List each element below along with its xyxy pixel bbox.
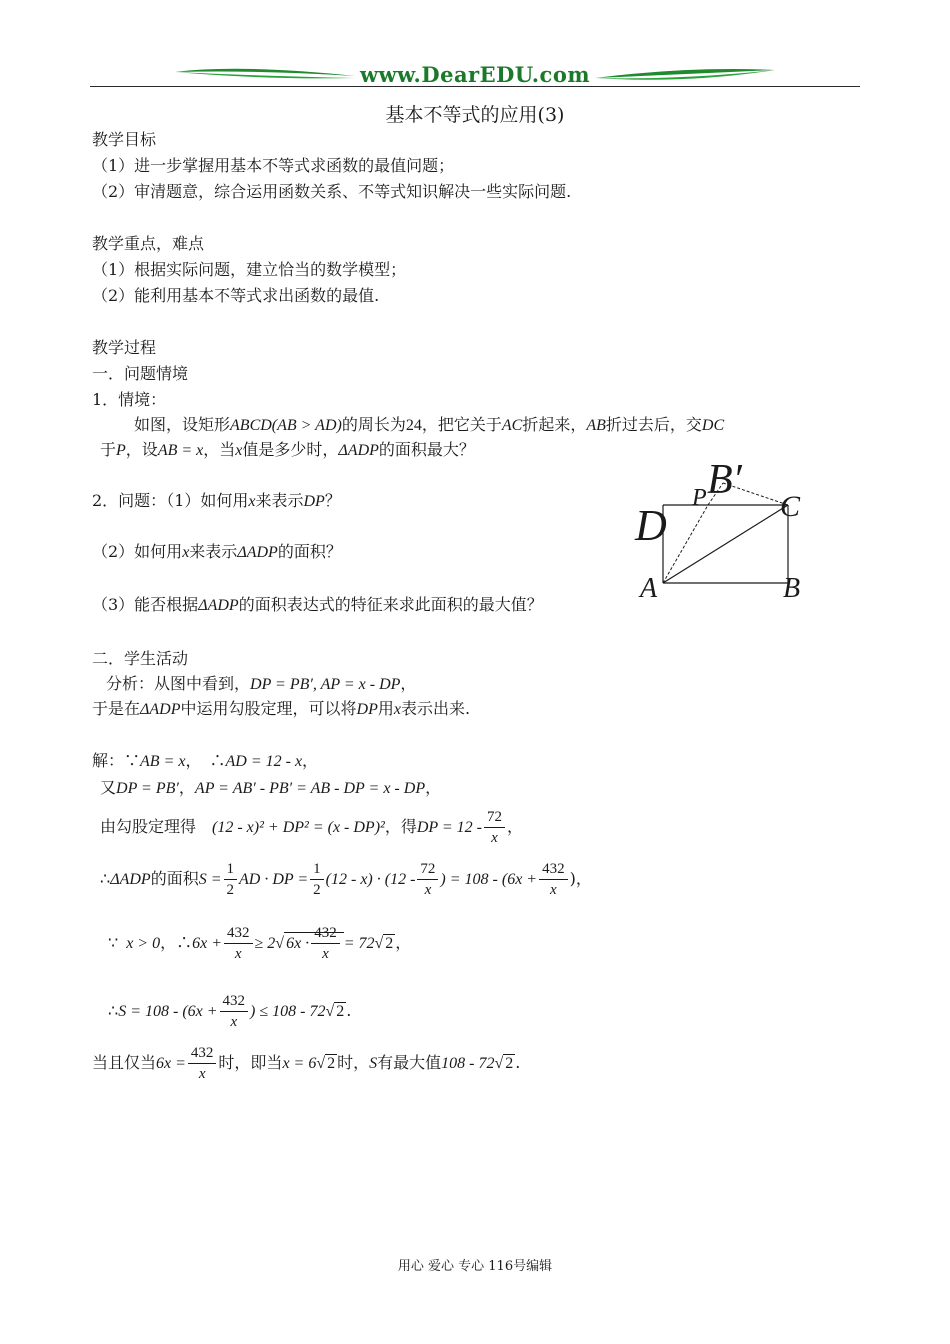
solution-line-6: ∴S = 108 - (6x + $\frac{432}{x}$ ) ≤ 108 - 72√ 2 .: [108, 993, 352, 1030]
part-1-heading: 一．问题情境: [92, 364, 189, 383]
page-footer: 用心 爱心 专心 116号编辑: [397, 1259, 553, 1274]
situation-line-2: 于P，设AB = x，当x值是多少时，ΔADP的面积最大？: [100, 440, 475, 459]
solution-line-7: 当且仅当6x = $\frac{432}{x}$ 时，即当x = 6√ 2 时，S有最大值108 - 72√ 2 .: [92, 1045, 521, 1082]
sqrt-sign-b: √: [374, 935, 384, 952]
objectives-heading: 教学目标: [92, 130, 157, 149]
logo-text: www.DearEDU.com: [359, 62, 591, 87]
sqrt-sign-c: √: [325, 1003, 335, 1020]
label-b-prime: B′: [707, 457, 742, 503]
sqrt-body-a: 6x · $\frac{432}{x}$: [284, 932, 344, 952]
situation-label: 1．情境：: [92, 390, 167, 409]
situation-line-1: 如图，设矩形ABCD(AB > AD)的周长为24，把它关于AC折起来，AB折过去后，交DC: [134, 415, 725, 434]
solution-line-2: 又DP = PB′，AP = AB′ - PB′ = AB - DP = x - DP，: [100, 778, 442, 797]
solution-line-4: ∴ΔADP的面积S = $\frac{1}{2}$ AD · DP = $\frac{1}{2}$ (12 - x) · (12 - $\frac{72}{x}$ ) = 108 - (6x + $\frac{432}{x}$ )，: [100, 861, 592, 898]
fraction-432-over-x-a: $\frac{432}{x}$: [539, 859, 568, 900]
fraction-432-over-x-c: $\frac{432}{x}$: [311, 923, 340, 964]
header-rule: [90, 86, 860, 87]
objective-2: （2）审清题意，综合运用函数关系、不等式知识解决一些实际问题.: [92, 182, 572, 201]
sqrt-sign-a: √: [275, 935, 285, 952]
question-2: （2）如何用x来表示ΔADP的面积？: [92, 542, 342, 561]
keypoint-1: （1）根据实际问题，建立恰当的数学模型；: [92, 260, 407, 279]
label-p: P: [692, 485, 707, 511]
diagonal-ac: [663, 505, 788, 583]
fraction-432-over-x-b: $\frac{432}{x}$: [224, 923, 253, 964]
solution-line-1: 解：∵AB = x， ∴AD = 12 - x，: [92, 751, 319, 770]
keypoints-heading: 教学重点，难点: [92, 234, 205, 253]
rectangle-fold-figure: [625, 445, 815, 605]
label-d: D: [635, 501, 667, 550]
analysis-line-2: 于是在ΔADP中运用勾股定理，可以将DP用x表示出来.: [92, 699, 471, 718]
analysis-line-1: 分析：从图中看到，DP = PB′, AP = x - DP，: [106, 674, 417, 693]
objective-1: （1）进一步掌握用基本不等式求函数的最值问题；: [92, 156, 455, 175]
label-a: A: [640, 573, 658, 604]
sqrt-sign-e: √: [494, 1055, 504, 1072]
page-title: 基本不等式的应用(3): [385, 104, 565, 126]
fraction-one-half-a: $\frac{1}{2}$: [224, 859, 238, 900]
keypoint-2: （2）能利用基本不等式求出函数的最值.: [92, 286, 380, 305]
dashed-ap: [663, 505, 708, 583]
fraction-72-over-x: $\frac{72}{x}$: [484, 807, 505, 848]
solution-line-5: ∵ x > 0，∴6x + $\frac{432}{x}$ ≥ 2√ 6x · $\frac{432}{x}$ = 72√ 2 ，: [108, 925, 412, 962]
part-2-heading: 二．学生活动: [92, 649, 189, 668]
fraction-432-over-x-d: $\frac{432}{x}$: [220, 991, 249, 1032]
fraction-one-half-b: $\frac{1}{2}$: [310, 859, 324, 900]
process-heading: 教学过程: [92, 338, 157, 357]
question-1: 2．问题：（1）如何用x来表示DP？: [92, 491, 341, 510]
label-c: C: [780, 490, 801, 523]
solution-line-3: 由勾股定理得 (12 - x)² + DP² = (x - DP)²，得DP = 12 - $\frac{72}{x}$ ，: [100, 809, 524, 846]
label-b: B: [783, 573, 801, 604]
fraction-432-over-x-e: $\frac{432}{x}$: [188, 1043, 217, 1084]
sqrt-sign-d: √: [316, 1055, 326, 1072]
question-3: （3）能否根据ΔADP的面积表达式的特征来求此面积的最大值？: [92, 595, 543, 614]
fraction-72-over-x-b: $\frac{72}{x}$: [417, 859, 438, 900]
